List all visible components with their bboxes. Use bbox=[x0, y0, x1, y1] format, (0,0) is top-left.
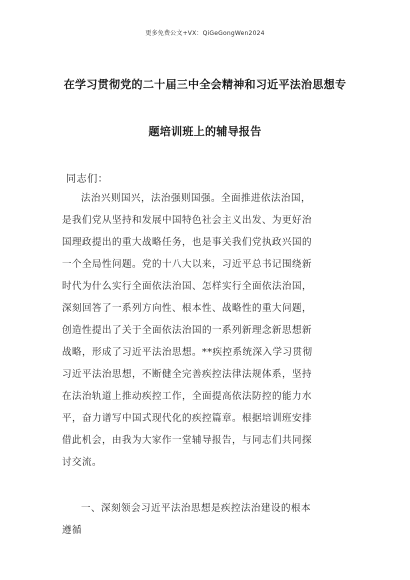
salutation: 同志们： bbox=[66, 174, 109, 185]
document-title-line-1: 在学习贯彻党的二十届三中全会精神和习近平法治思想专 bbox=[63, 78, 347, 91]
paragraph-line: 一个全局性问题。党的十八大以来，习近平总书记围绕新 bbox=[62, 259, 313, 270]
paragraph-line: 创造性提出了关于全面依法治国的一系列新理念新思想新 bbox=[62, 325, 313, 336]
paragraph-line: 借此机会，由我为大家作一堂辅导报告，与同志们共同探 bbox=[62, 435, 313, 446]
paragraph-line: 深刻回答了一系列方向性、根本性、战略性的重大问题， bbox=[62, 303, 313, 314]
paragraph-line: 是我们党从坚持和发展中国特色社会主义出发、为更好治 bbox=[62, 215, 313, 226]
document-title-line-2: 题培训班上的辅导报告 bbox=[148, 125, 262, 138]
section-heading-1 bbox=[62, 498, 354, 542]
paragraph-line: 国理政提出的重大战略任务，也是事关我们党执政兴国的 bbox=[62, 237, 313, 248]
paragraph-line: 讨交流。 bbox=[62, 457, 103, 468]
body-paragraph-1 bbox=[62, 188, 354, 474]
paragraph-line: 时代为什么实行全面依法治国、怎样实行全面依法治国， bbox=[62, 281, 313, 292]
paragraph-line: 习近平法治思想，不断健全完善疾控法律法规体系，坚持 bbox=[62, 369, 313, 380]
paragraph-line: 平，奋力谱写中国式现代化的疾控篇章。根据培训班安排 bbox=[62, 413, 313, 424]
paragraph-line: 一、深刻领会习近平法治思想是疾控法治建设的根本 bbox=[81, 503, 312, 514]
paragraph-line: 战略，形成了习近平法治思想。**疾控系统深入学习贯彻 bbox=[62, 347, 313, 358]
paragraph-line: 在法治轨道上推动疾控工作，全面提高依法防控的能力水 bbox=[62, 391, 313, 402]
paragraph-line: 遵循 bbox=[62, 525, 83, 536]
header-note: 更多免费公文+VX：QiGeGongWen2024 bbox=[145, 30, 265, 37]
paragraph-line: 法治兴则国兴，法治强则国强。全面推进依法治国， bbox=[81, 193, 312, 204]
